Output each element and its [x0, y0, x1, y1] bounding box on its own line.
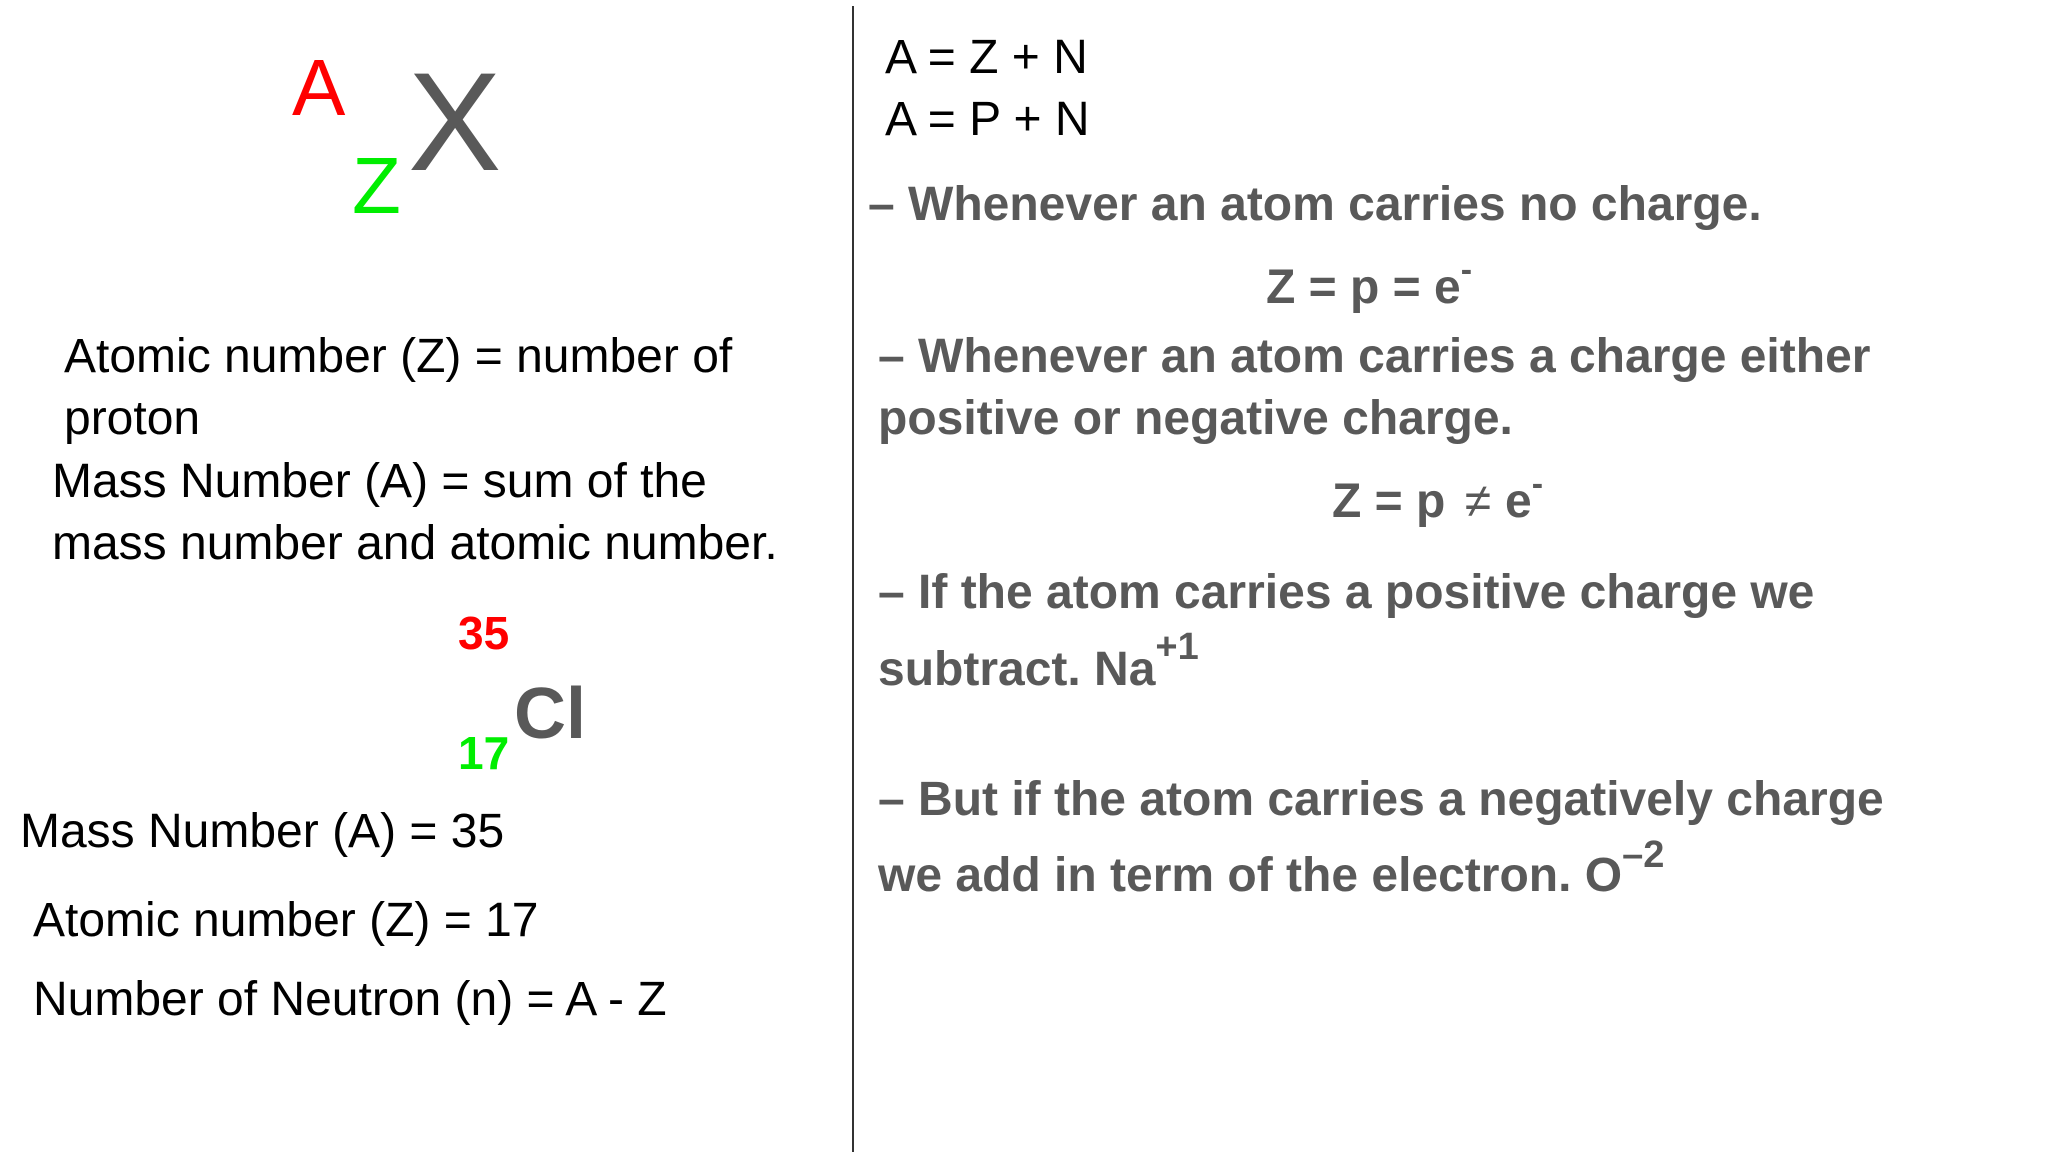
- rule-charged-line1: – Whenever an atom carries a charge either: [878, 330, 1871, 383]
- element-symbol: X: [408, 43, 502, 200]
- oxygen-charge-superscript: –2: [1622, 834, 1665, 876]
- example-mass-number: 35: [458, 607, 510, 659]
- example-atomic-number: 17: [458, 727, 510, 779]
- mass-number-definition-line1: Mass Number (A) = sum of the: [52, 455, 707, 508]
- rule-negative-line2: [878, 834, 1665, 902]
- atomic-number-definition-line1: Atomic number (Z) = number of: [64, 330, 733, 383]
- rule-negative-text: we add in term of the electron. O: [878, 849, 1623, 902]
- formula-a-equals-z-plus-n: A = Z + N: [885, 31, 1088, 84]
- equation-charged-atom: [1332, 465, 1544, 528]
- column-divider: [852, 6, 854, 1152]
- rule-charged-line2: positive or negative charge.: [878, 392, 1513, 445]
- atomic-number-definition-line2: proton: [64, 392, 201, 445]
- not-equal-sign: ≠: [1464, 475, 1492, 528]
- atomic-number-result: Atomic number (Z) = 17: [33, 894, 539, 947]
- rule-positive-line2: [878, 626, 1199, 696]
- rule-negative-line1: – But if the atom carries a negatively charge: [878, 773, 1884, 826]
- equation-neutral-superscript: -: [1460, 251, 1473, 289]
- equation-neutral-atom: [1266, 251, 1473, 314]
- rule-positive-text: subtract. Na: [878, 643, 1156, 696]
- equation-charged-base: Z = p: [1332, 475, 1446, 528]
- rule-positive-line1: – If the atom carries a positive charge we: [878, 566, 1815, 619]
- neutron-formula: Number of Neutron (n) = A - Z: [33, 973, 667, 1026]
- atomic-number-symbol: Z: [352, 141, 401, 230]
- rule-no-charge: – Whenever an atom carries no charge.: [868, 178, 1762, 231]
- sodium-charge-superscript: +1: [1155, 626, 1199, 668]
- equation-charged-superscript: -: [1531, 465, 1544, 503]
- example-element-symbol: Cl: [514, 674, 586, 754]
- formula-a-equals-p-plus-n: A = P + N: [885, 93, 1090, 146]
- equation-charged-electron: e: [1505, 475, 1532, 528]
- equation-neutral-base: Z = p = e: [1266, 261, 1461, 314]
- mass-number-symbol: A: [292, 43, 346, 132]
- mass-number-definition-line2: mass number and atomic number.: [52, 517, 778, 570]
- mass-number-result: Mass Number (A) = 35: [20, 805, 505, 858]
